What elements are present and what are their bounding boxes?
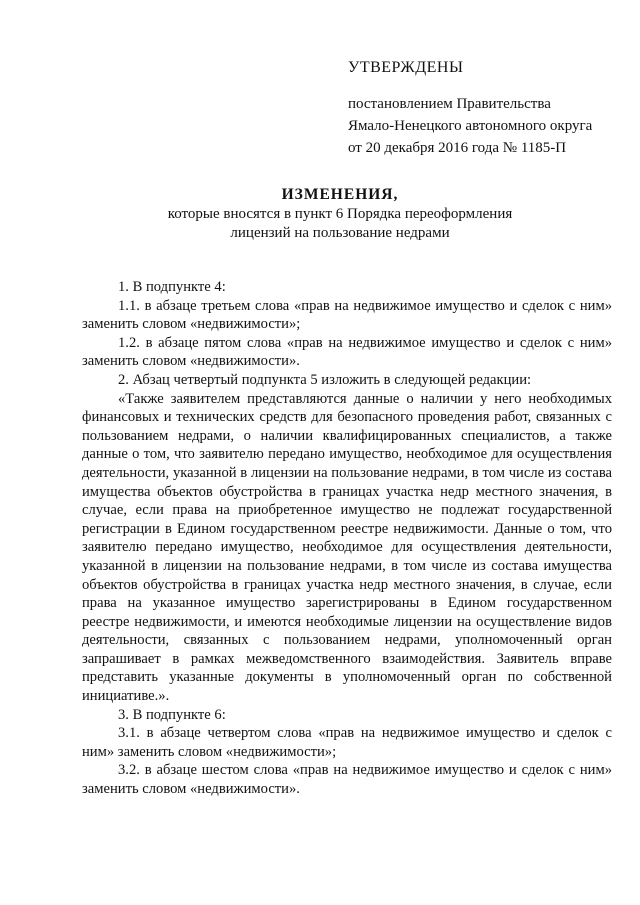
paragraph-2: 2. Абзац четвертый подпункта 5 изложить в следующей редакции: [118,371,532,388]
paragraph-3-2: 3.2. в абзаце шестом слова «прав на недвижимое имущество и сделок с ним» заменить словом «недвижимости». [82,762,612,798]
paragraph-3: 3. В подпункте 6: [118,706,226,723]
paragraph-1-1: 1.1. в абзаце третьем слова «прав на недвижимое имущество и сделок с ним» заменить словом «недвижимости»; [82,297,612,333]
approval-block [348,57,628,159]
document-subtitle-line-1: которые вносятся в пункт 6 Порядка переоформления [167,206,513,222]
quoted-paragraph: «Также заявителем представляются данные о наличии у него необходимых финансовых и технических средств для безопасного проведения работ, связанных с пользованием недрами, о наличии квалифицированных специалистов, а также данные о том, что заявителю передано имущество, необходимое для осуществления деятельности, указанной в лицензии на пользование недрами, в том числе из состава имущества объектов обустройства в границах участка недр местного значения, в случае, если права на приобретенное имущество не подлежат государственной регистрации в Едином государственном реестре недвижимости. Данные о том, что заявителю передано имущество, необходимое для осуществления деятельности, указанной в лицензии на пользование недрами, в том числе из состава имущества объектов обустройства в границах участка недр местного значения, в случае, если права на указанное имущество зарегистрированы в Едином государственном реестре недвижимости, и имеются необходимые лицензии на осуществление видов деятельности, связанных с пользованием недрами, уполномоченный орган запрашивает в рамках межведомственного взаимодействия. Заявитель вправе представить указанные документы в уполномоченный орган по собственной инициативе.». [82,390,612,705]
document-body [82,278,612,799]
paragraph-1: 1. В подпункте 4: [118,279,226,295]
paragraph-1-2: 1.2. в абзаце пятом слова «прав на недвижимое имущество и сделок с ним» заменить словом «недвижимости». [82,334,612,370]
paragraph-3-1: 3.1. в абзаце четвертом слова «прав на недвижимое имущество и сделок с ним» заменить словом «недвижимости»; [82,725,612,760]
approval-line-3: от 20 декабря 2016 года № 1185-П [348,140,567,156]
approval-title: УТВЕРЖДЕНЫ [348,59,464,76]
document-subtitle-line-2: лицензий на пользование недрами [230,225,450,241]
approval-line-1: постановлением Правительства [348,96,551,112]
document-heading [80,185,600,243]
document-title: ИЗМЕНЕНИЯ, [281,186,399,203]
approval-line-2: Ямало-Ненецкого автономного округа [348,118,593,134]
